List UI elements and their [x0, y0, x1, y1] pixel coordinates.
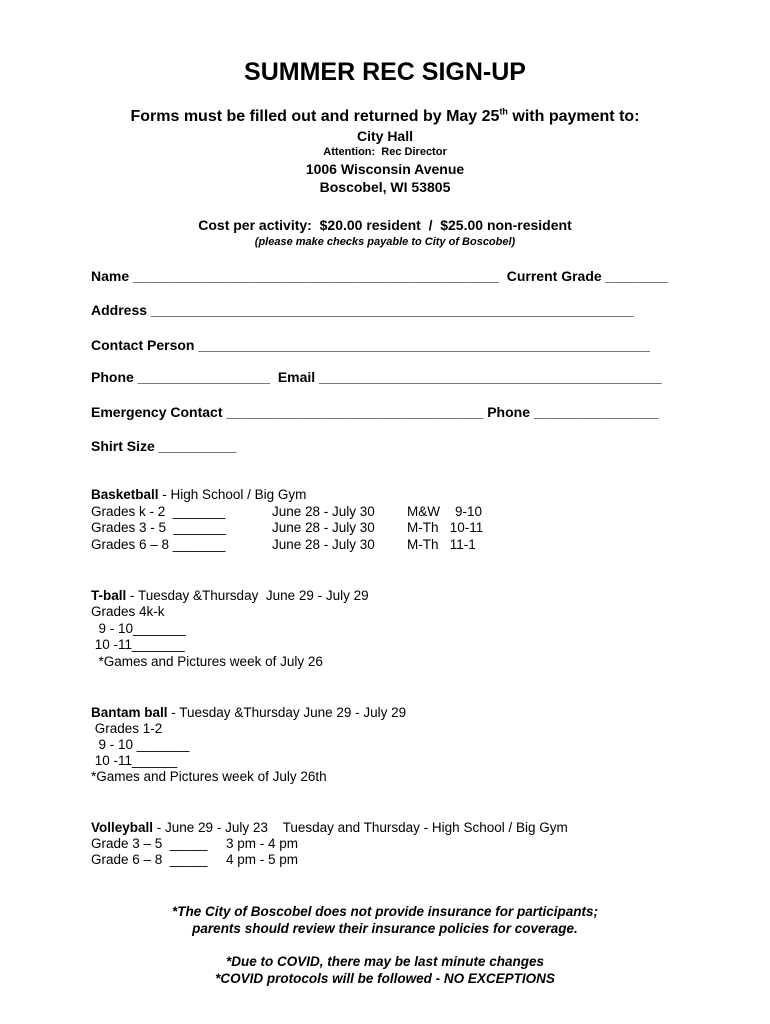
- volleyball-time: 4 pm - 5 pm: [226, 852, 299, 867]
- basketball-dates: June 28 - July 30: [272, 520, 375, 535]
- basketball-dates: June 28 - July 30: [272, 504, 375, 519]
- basketball-grade[interactable]: Grades 6 – 8 _______: [91, 537, 226, 552]
- tball-note: *Games and Pictures week of July 26: [91, 654, 323, 669]
- name-field[interactable]: Name _______________________________________________ Current Grade ________: [91, 268, 668, 284]
- intro-superscript: th: [499, 106, 508, 117]
- basketball-grade[interactable]: Grades 3 - 5 _______: [91, 520, 227, 535]
- basketball-heading: [91, 487, 306, 502]
- bantam-slot-1[interactable]: 9 - 10 _______: [91, 737, 190, 752]
- attention-line: Attention: Rec Director: [323, 146, 447, 158]
- tball-heading: [91, 588, 369, 603]
- volleyball-time: 3 pm - 4 pm: [226, 836, 299, 851]
- basketball-grade[interactable]: Grades k - 2 _______: [91, 504, 226, 519]
- intro-text: Forms must be filled out and returned by May 25: [130, 108, 500, 125]
- checks-note: (please make checks payable to City of Boscobel): [254, 236, 516, 248]
- tball-name: T-ball: [91, 588, 127, 603]
- insurance-note-1: *The City of Boscobel does not provide insurance for participants;: [171, 904, 599, 919]
- covid-note-2: *COVID protocols will be followed - NO EXCEPTIONS: [215, 971, 555, 986]
- bantam-note: *Games and Pictures week of July 26th: [91, 769, 327, 784]
- tball-details: - Tuesday &Thursday June 29 - July 29: [126, 588, 369, 603]
- tball-slot-1[interactable]: 9 - 10_______: [91, 621, 186, 636]
- city-address: Boscobel, WI 53805: [319, 179, 451, 195]
- volleyball-details: - June 29 - July 23 Tuesday and Thursday - High School / Big Gym: [153, 820, 568, 835]
- intro-line: [0, 108, 770, 126]
- intro-text-end: with payment to:: [507, 108, 640, 125]
- bantam-heading: [91, 705, 406, 720]
- bantam-name: Bantam ball: [91, 705, 168, 720]
- bantam-grades: Grades 1-2: [91, 721, 163, 736]
- address-field[interactable]: Address ______________________________________________________________: [91, 302, 634, 318]
- basketball-dates: June 28 - July 30: [272, 537, 375, 552]
- page-title: SUMMER REC SIGN-UP: [244, 58, 526, 86]
- insurance-note-2: parents should review their insurance policies for coverage.: [192, 921, 578, 936]
- covid-note-1: *Due to COVID, there may be last minute changes: [225, 954, 545, 969]
- basketball-location: - High School / Big Gym: [158, 487, 307, 502]
- contact-person-field[interactable]: Contact Person __________________________________________________________: [91, 337, 650, 353]
- volleyball-grade[interactable]: Grade 3 – 5 _____: [91, 836, 208, 851]
- volleyball-heading: [91, 820, 568, 835]
- volleyball-name: Volleyball: [91, 820, 154, 835]
- tball-slot-2[interactable]: 10 -11_______: [91, 637, 185, 652]
- basketball-days: M&W 9-10: [407, 504, 483, 519]
- phone-email-field[interactable]: Phone _________________ Email ____________________________________________: [91, 369, 662, 385]
- basketball-days: M-Th 11-1: [407, 537, 476, 552]
- emergency-contact-field[interactable]: Emergency Contact _________________________________ Phone ________________: [91, 404, 659, 420]
- shirt-size-field[interactable]: Shirt Size __________: [91, 438, 237, 454]
- street-address: 1006 Wisconsin Avenue: [305, 161, 465, 177]
- basketball-days: M-Th 10-11: [407, 520, 484, 535]
- bantam-slot-2[interactable]: 10 -11______: [91, 753, 178, 768]
- volleyball-grade[interactable]: Grade 6 – 8 _____: [91, 852, 208, 867]
- cost-line: Cost per activity: $20.00 resident / $25.00 non-resident: [198, 217, 572, 233]
- basketball-name: Basketball: [91, 487, 159, 502]
- city-hall: City Hall: [356, 128, 413, 144]
- tball-grades: Grades 4k-k: [91, 604, 165, 619]
- bantam-details: - Tuesday &Thursday June 29 - July 29: [167, 705, 407, 720]
